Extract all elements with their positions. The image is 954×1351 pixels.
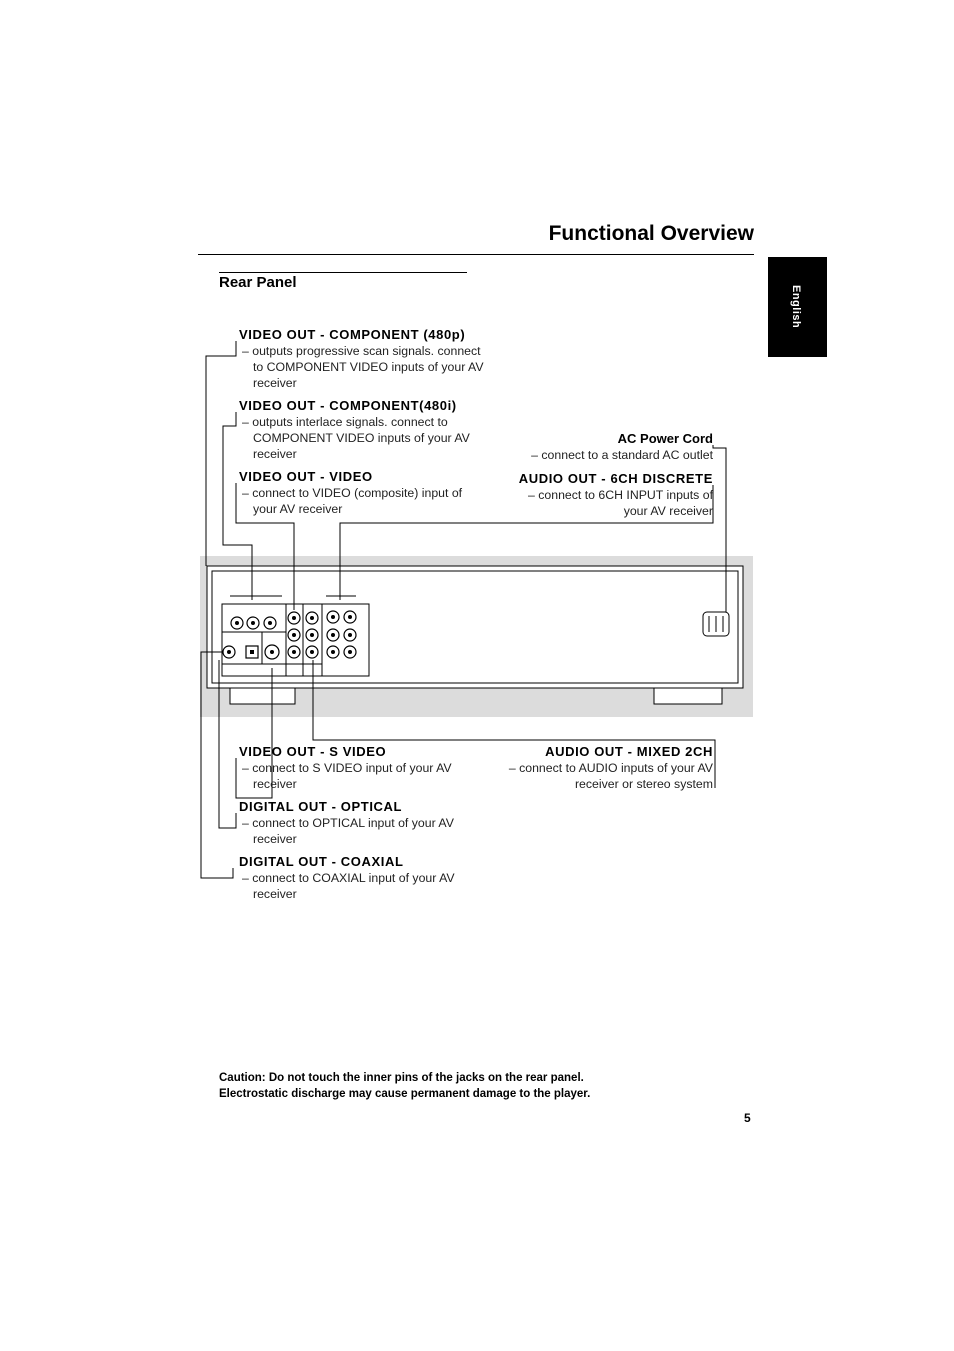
svideo-heading: VIDEO OUT - S VIDEO bbox=[239, 744, 387, 759]
ac-power-heading: AC Power Cord bbox=[617, 431, 713, 446]
component-480i-description: – outputs interlace signals. connect to COMPONENT VIDEO inputs of your AV receiver bbox=[242, 415, 470, 461]
label-ac-power bbox=[508, 431, 713, 463]
audio-6ch-description: – connect to 6CH INPUT inputs of your AV receiver bbox=[528, 488, 713, 518]
label-audio-6ch bbox=[502, 471, 713, 519]
video-out-description: – connect to VIDEO (composite) input of your AV receiver bbox=[242, 486, 463, 516]
language-tab-label: English bbox=[790, 285, 802, 329]
optical-description: – connect to OPTICAL input of your AV receiver bbox=[242, 816, 454, 846]
label-component-480p bbox=[239, 327, 489, 391]
ac-power-description: – connect to a standard AC outlet bbox=[531, 448, 713, 462]
caution-note bbox=[219, 1070, 590, 1102]
label-optical bbox=[239, 799, 479, 847]
component-480p-heading: VIDEO OUT - COMPONENT (480p) bbox=[239, 327, 466, 342]
label-component-480i bbox=[239, 398, 489, 462]
label-svideo bbox=[239, 744, 474, 792]
coaxial-description: – connect to COAXIAL input of your AV receiver bbox=[242, 871, 455, 901]
caution-line-2: Electrostatic discharge may cause permanent damage to the player. bbox=[219, 1088, 591, 1100]
page-title: Functional Overview bbox=[548, 222, 754, 245]
label-audio-mixed bbox=[484, 744, 713, 792]
label-video-out bbox=[239, 469, 489, 517]
section-title: Rear Panel bbox=[219, 274, 297, 291]
coaxial-heading: DIGITAL OUT - COAXIAL bbox=[239, 854, 404, 869]
audio-mixed-description: – connect to AUDIO inputs of your AV receiver or stereo system bbox=[508, 761, 713, 791]
caution-line-1: Caution: Do not touch the inner pins of the jacks on the rear panel. bbox=[219, 1072, 584, 1084]
audio-6ch-heading: AUDIO OUT - 6CH DISCRETE bbox=[518, 471, 713, 486]
video-out-heading: VIDEO OUT - VIDEO bbox=[239, 469, 373, 484]
component-480p-description: – outputs progressive scan signals. connect to COMPONENT VIDEO inputs of your AV receiver bbox=[242, 344, 484, 390]
audio-mixed-heading: AUDIO OUT - MIXED 2CH bbox=[545, 744, 713, 759]
page-number: 5 bbox=[744, 1111, 751, 1125]
optical-heading: DIGITAL OUT - OPTICAL bbox=[239, 799, 403, 814]
component-480i-heading: VIDEO OUT - COMPONENT(480i) bbox=[239, 398, 457, 413]
svideo-description: – connect to S VIDEO input of your AV receiver bbox=[242, 761, 452, 791]
label-coaxial bbox=[239, 854, 464, 902]
